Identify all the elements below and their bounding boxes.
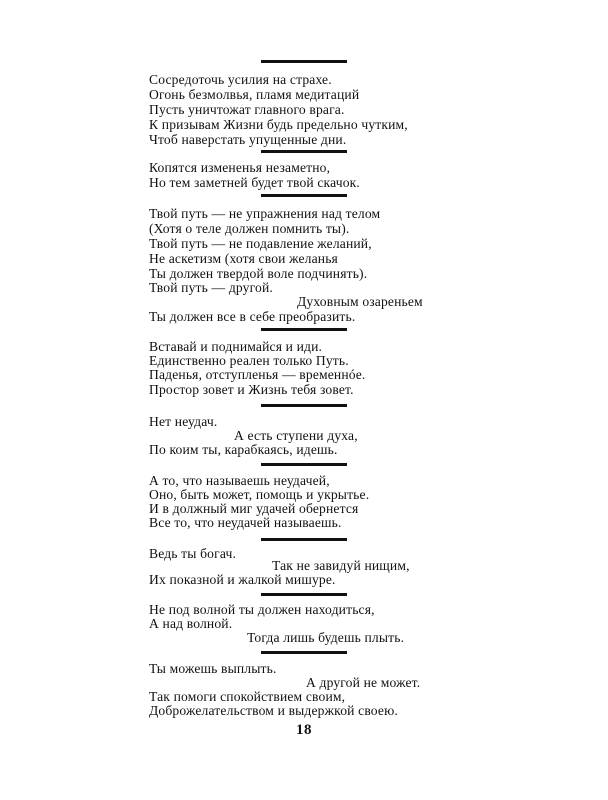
poem-line: К призывам Жизни будь предельно чутким, [149,117,408,132]
poem-line: По коим ты, карабкаясь, идешь. [149,442,338,457]
poem-line: Твой путь — другой. [149,280,273,295]
poem-line: А над волной. [149,616,233,631]
poem-line: Копятся измененья незаметно, [149,160,331,175]
section-divider [261,60,347,63]
poem-line: Нет неудач. [149,414,218,429]
poem-line: Оно, быть может, помощь и укрытье. [149,487,370,502]
section-divider [261,651,347,654]
poem-line: Но тем заметней будет твой скачок. [149,175,360,190]
poem-line: (Хотя о теле должен помнить ты). [149,221,350,236]
poem-line: Пусть уничтожат главного врага. [149,102,345,117]
poem-line: А то, что называешь неудачей, [149,473,330,488]
poem-line: Не аскетизм (хотя свои желанья [149,251,338,266]
poem-line-indented: А есть ступени духа, [234,428,358,443]
poem-line: Единственно реален только Путь. [149,353,349,368]
section-divider [261,404,347,407]
poem-line: Огонь безмолвья, пламя медитаций [149,87,360,102]
poem-line: Так помоги спокойствием своим, [149,689,346,704]
section-divider [261,150,347,153]
poem-line: Ты можешь выплыть. [149,661,277,676]
poem-line: Чтоб наверстать упущенные дни. [149,132,347,147]
poem-line: Твой путь — не упражнения над телом [149,206,381,221]
poem-line: Сосредоточь усилия на страхе. [149,72,332,87]
poem-line: Ведь ты богач. [149,546,237,561]
section-divider [261,194,347,197]
poem-line: Не под волной ты должен находиться, [149,602,375,617]
poem-line: Все то, что неудачей называешь. [149,515,342,530]
poem-line: Их показной и жалкой мишуре. [149,572,336,587]
poem-line: Доброжелательством и выдержкой своею. [149,703,398,718]
section-divider [261,328,347,331]
poem-line: Ты должен все в себе преобразить. [149,309,356,324]
poem-line: Ты должен твердой воле подчинять). [149,266,368,281]
poem-line-indented: А другой не может. [306,675,421,690]
poem-line: И в должный миг удачей обернется [149,501,359,516]
section-divider [261,593,347,596]
poem-line: Паденья, отступленья — временнóе. [149,367,366,382]
page-number: 18 [296,722,312,738]
poem-line: Простор зовет и Жизнь тебя зовет. [149,382,354,397]
poem-line: Твой путь — не подавление желаний, [149,236,372,251]
poem-line: Вставай и поднимайся и иди. [149,339,323,354]
poem-line-indented: Тогда лишь будешь плыть. [247,630,405,645]
poem-line-indented: Духовным озареньем [297,294,423,309]
section-divider [261,538,347,541]
poem-line-indented: Так не завидуй нищим, [272,558,410,573]
section-divider [261,463,347,466]
